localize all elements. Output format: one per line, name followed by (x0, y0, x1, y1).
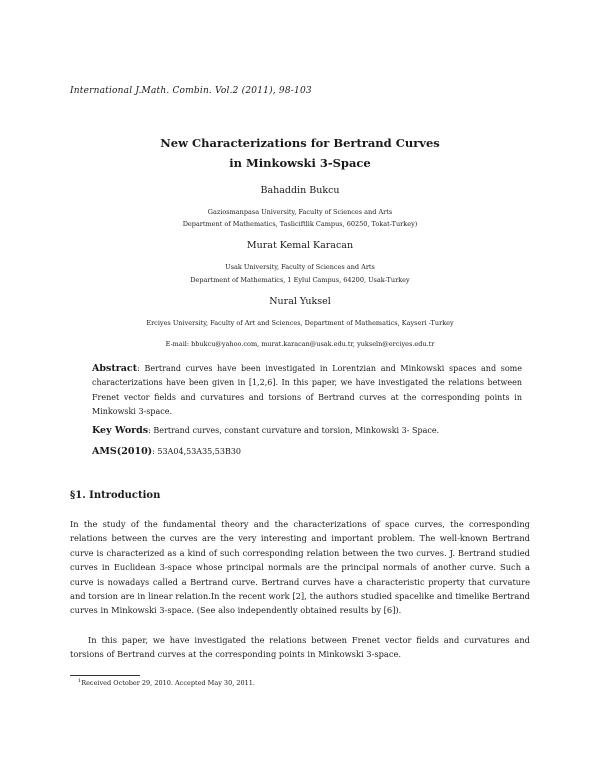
author-affiliation: Usak University, Faculty of Sciences and Arts (225, 263, 375, 271)
ams-text: : 53A04,53A35,53B30 (152, 447, 242, 456)
author-name: Nural Yuksel (269, 296, 331, 307)
abstract-text: : Bertrand curves have been investigated in Lorentzian and Minkowski spaces and some characterizations have been given in [1,2,6]. In this paper, we have investigated the relations between Frenet vector fields and curvatures and torsions of Bertrand curves at the corresponding points in Minkowski 3-space. (92, 364, 522, 416)
body-paragraph: In the study of the fundamental theory and the characterizations of space curves, the corresponding relations between the curves are the very interesting and important problem. The well-known Bertrand curve is characterized as a kind of such corresponding relation between the two curves. J. Bertrand studied curves in Euclidean 3-space whose principal normals are the principal normals of another curve. Such a curve is nowadays called a Bertrand curve. Bertrand curves have a characteristic property that curvature and torsion are in linear relation.In the recent work [2], the authors studied spacelike and timelike Bertrand curves in Minkowski 3-space. (See also independently obtained results by [6]). (70, 519, 530, 616)
footnote-rule (70, 675, 140, 676)
author-name: Murat Kemal Karacan (246, 240, 354, 251)
ams-label: AMS(2010) (92, 446, 153, 457)
body-paragraph: In this paper, we have investigated the relations between Frenet vector fields and curvatures and torsions of Bertrand curves at the corresponding points in Minkowski 3-space. (70, 635, 530, 660)
keywords (92, 425, 439, 436)
footnote (78, 678, 255, 687)
author-affiliation: Department of Mathematics, 1 Eylul Campus, 64200, Usak-Turkey (190, 276, 410, 284)
footnote-text: Received October 29, 2010. Accepted May 30, 2011. (81, 679, 255, 688)
section-heading: §1. Introduction (70, 490, 161, 501)
paper-title-line-2: in Minkowski 3-Space (229, 156, 371, 170)
ams-classification (92, 446, 241, 457)
journal-header: International J.Math. Combin. Vol.2 (2011), 98-103 (70, 86, 312, 96)
keywords-text: : Bertrand curves, constant curvature and torsion, Minkowski 3- Space. (148, 426, 440, 435)
keywords-label: Key Words (92, 425, 149, 436)
author-affiliation: Erciyes University, Faculty of Art and Sciences, Department of Mathematics, Kayseri -Turkey (146, 319, 454, 327)
paper-title-line-1: New Characterizations for Bertrand Curves (160, 136, 440, 150)
author-affiliation: Gaziosmanpasa University, Faculty of Sciences and Arts (207, 208, 393, 216)
abstract (92, 362, 522, 419)
abstract-label: Abstract (92, 363, 138, 374)
author-name: Bahaddin Bukcu (260, 185, 340, 196)
author-email: E-mail: bbukcu@yahoo.com, murat.karacan@usak.edu.tr, yukseln@erciyes.edu.tr (165, 340, 435, 348)
footnote-mark: 1 (78, 678, 82, 684)
author-affiliation: Department of Mathematics, Tasliciftlik Campus, 60250, Tokat-Turkey) (182, 220, 418, 228)
